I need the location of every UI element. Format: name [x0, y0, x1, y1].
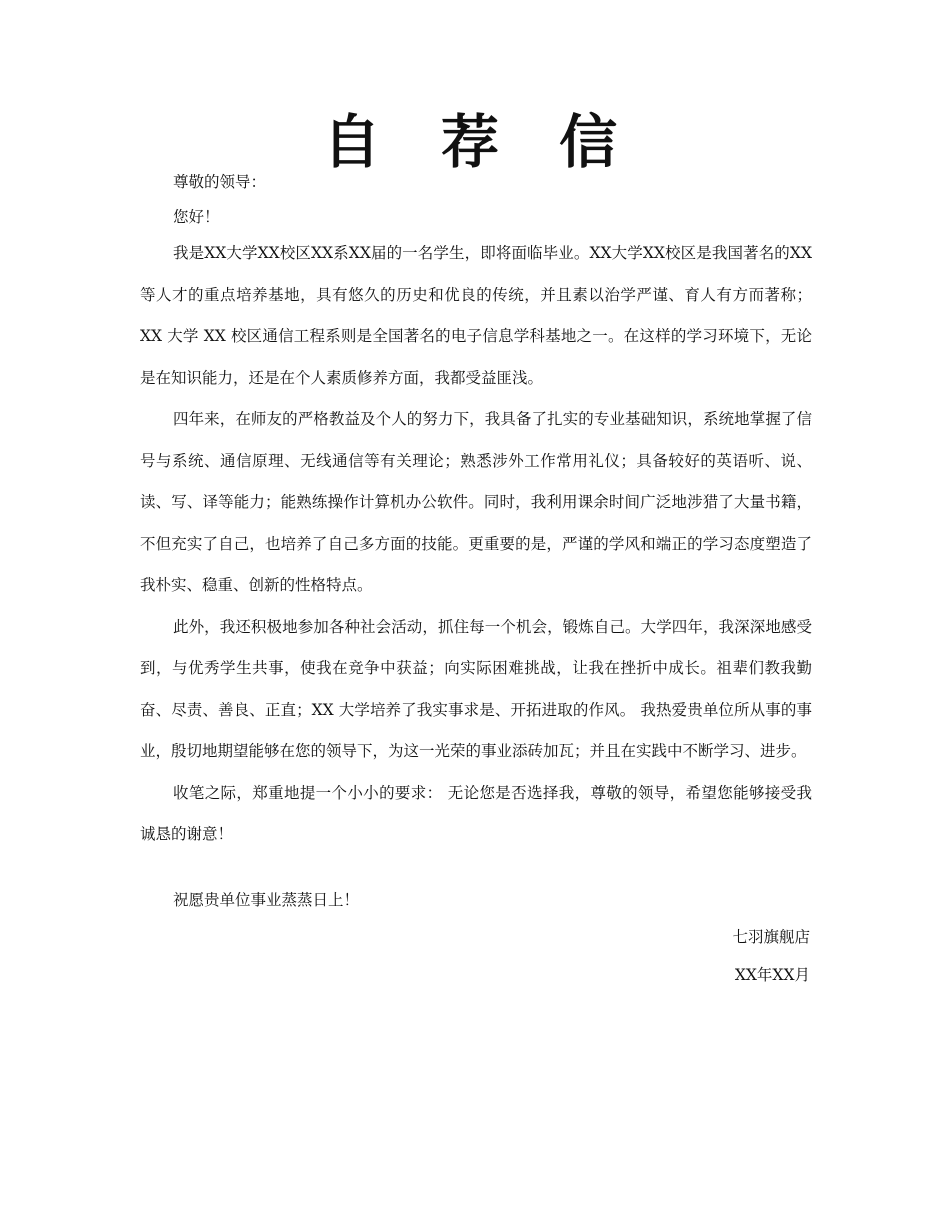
salutation: 尊敬的领导： — [173, 173, 267, 191]
letter-body — [140, 233, 812, 856]
document-title: 自 荐 信 — [322, 108, 638, 176]
greeting: 您好！ — [173, 208, 220, 226]
closing-wish: 祝愿贵单位事业蒸蒸日上！ — [173, 891, 360, 909]
paragraph-intro: 我是XX大学XX校区XX系XX届的一名学生，即将面临毕业。XX大学XX校区是我国著名的XX等人才的重点培养基地，具有悠久的历史和优良的传统，并且素以治学严谨、育人有方而著称；XX 大学 XX 校区通信工程系则是全国著名的电子信息学科基地之一。在这样的学习环境下，无论是在知识能力，还是在个人素质修养方面，我都受益匪浅。 — [140, 244, 812, 387]
paragraph-activities: 此外，我还积极地参加各种社会活动，抓住每一个机会，锻炼自己。大学四年，我深深地感受到，与优秀学生共事，使我在竞争中获益；向实际困难挑战，让我在挫折中成长。祖辈们教我勤奋、尽责、善良、正直；XX 大学培养了我实事求是、开拓进取的作风。 我热爱贵单位所从事的事业，殷切地期望能够在您的领导下，为这一光荣的事业添砖加瓦；并且在实践中不断学习、进步。 — [140, 617, 812, 760]
signature: 七羽旗舰店 — [732, 928, 810, 946]
paragraph-request: 收笔之际，郑重地提一个小小的要求： 无论您是否选择我，尊敬的领导，希望您能够接受我诚恳的谢意！ — [140, 783, 812, 843]
paragraph-skills: 四年来，在师友的严格教益及个人的努力下，我具备了扎实的专业基础知识，系统地掌握了信号与系统、通信原理、无线通信等有关理论；熟悉涉外工作常用礼仪；具备较好的英语听、说、读、写、译等能力；能熟练操作计算机办公软件。同时，我利用课余时间广泛地涉猎了大量书籍，不但充实了自己，也培养了自己多方面的技能。更重要的是，严谨的学风和端正的学习态度塑造了我朴实、稳重、创新的性格特点。 — [140, 410, 812, 594]
date: XX年XX月 — [734, 966, 810, 984]
